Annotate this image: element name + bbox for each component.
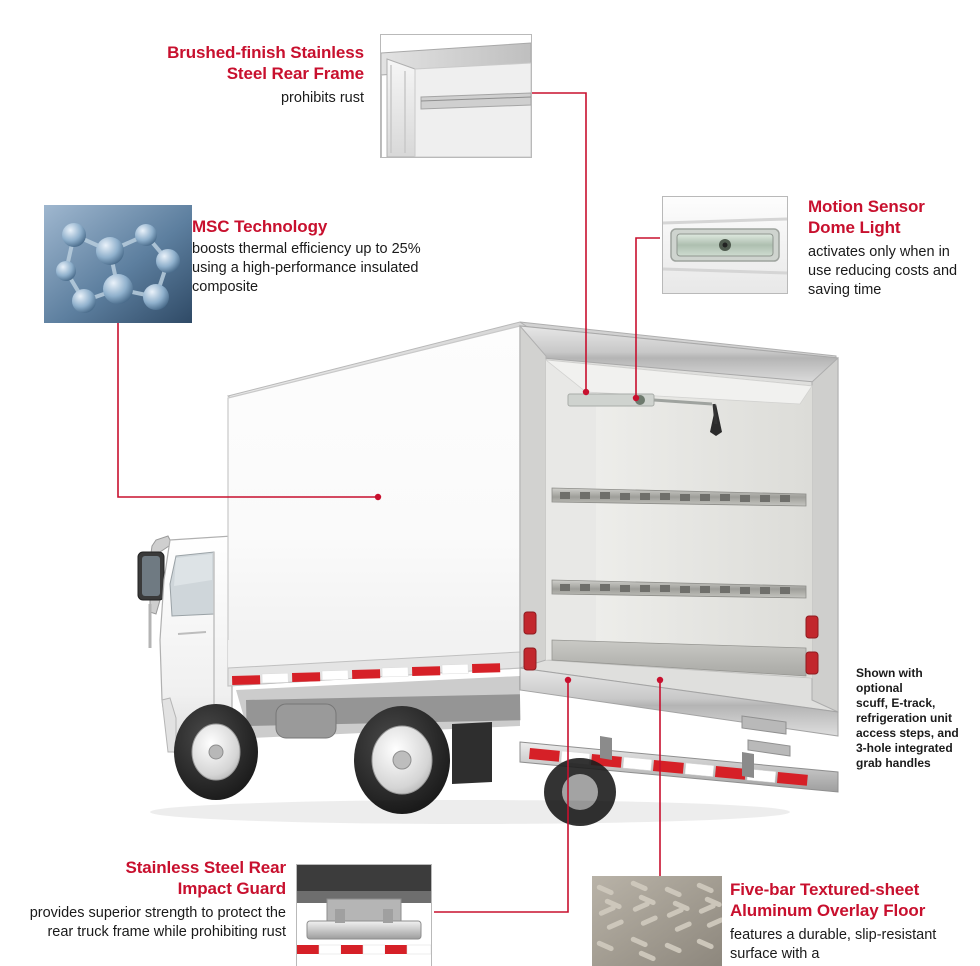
note-line-1: Shown with (856, 666, 923, 680)
msc-molecule-photo (44, 205, 192, 323)
callout-msc-title: MSC Technology (192, 217, 328, 236)
callout-overlay-floor-title-line1: Five-bar Textured-sheet (730, 880, 920, 899)
overlay-floor-photo (592, 876, 722, 966)
callout-msc-body: boosts thermal efficiency up to 25% using a high-performance insulated composite (192, 241, 421, 295)
note-line-7: grab handles (856, 756, 931, 770)
note-line-2: optional (856, 681, 903, 695)
dome-light-photo (662, 196, 788, 294)
callout-rear-frame-title-line1: Brushed-finish Stainless (167, 43, 364, 62)
callout-impact-guard-title (28, 857, 286, 899)
callout-rear-frame-title (90, 42, 364, 84)
rear-frame-photo (380, 34, 532, 158)
callout-rear-frame-body: prohibits rust (280, 90, 364, 106)
callout-dome-light-title (808, 196, 980, 238)
note-line-4: refrigeration unit (856, 711, 953, 725)
callout-impact-guard-body: provides superior strength to protect the rear truck frame while prohibiting rust (29, 905, 286, 940)
callout-rear-frame-title-line2: Steel Rear Frame (226, 64, 364, 83)
callout-overlay-floor-body: features a durable, slip-resistant surface with a (730, 927, 937, 962)
optional-equipment-note (856, 666, 976, 771)
callout-dome-light-title-line1: Motion Sensor (808, 197, 925, 216)
callout-impact-guard-title-line1: Stainless Steel Rear (125, 858, 286, 877)
impact-guard-photo (296, 864, 432, 966)
note-line-6: 3-hole integrated (856, 741, 953, 755)
callout-dome-light-body: activates only when in use reducing costs and saving time (808, 244, 958, 298)
callout-impact-guard-title-line2: Impact Guard (177, 879, 286, 898)
note-line-3: scuff, E-track, (856, 696, 936, 710)
callout-overlay-floor-title (730, 879, 980, 921)
note-line-5: access steps, and (856, 726, 959, 740)
callout-dome-light-title-line2: Dome Light (808, 218, 901, 237)
callout-overlay-floor-title-line2: Aluminum Overlay Floor (730, 901, 926, 920)
